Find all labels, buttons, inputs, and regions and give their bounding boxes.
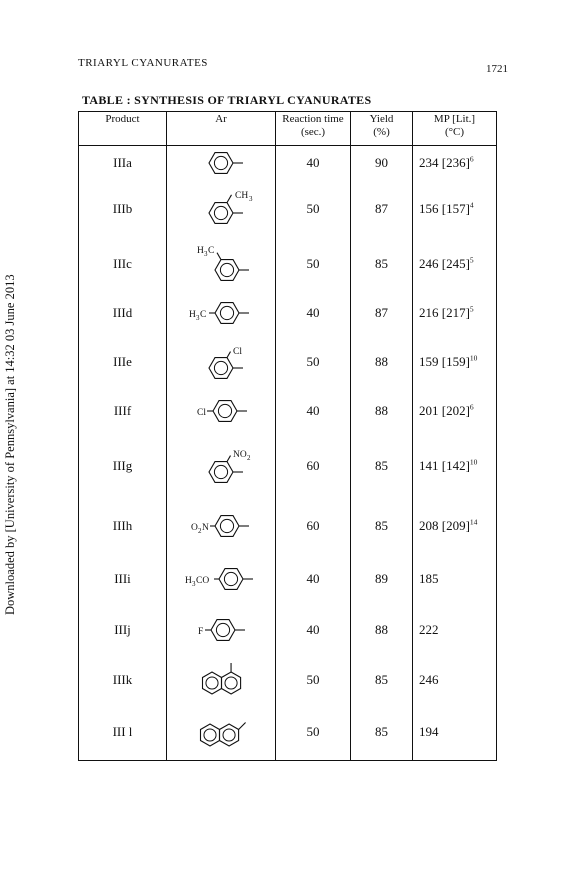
- reference-number: 14: [469, 517, 478, 527]
- table-row: [79, 656, 497, 704]
- table-row: [79, 498, 497, 554]
- reference-number: 10: [469, 457, 478, 467]
- reference-number: 10: [469, 353, 478, 363]
- svg-text:3: 3: [249, 195, 253, 203]
- svg-text:3: 3: [204, 250, 208, 258]
- time-cell: 40: [276, 554, 351, 604]
- col-header-mp: MP [Lit.] (°C): [413, 112, 497, 146]
- ar-cell: [167, 656, 276, 704]
- svg-text:C: C: [200, 310, 207, 320]
- ar-structure-1-naphthyl: [167, 656, 275, 704]
- reference-number: 6: [469, 154, 474, 164]
- table-title: TABLE : SYNTHESIS OF TRIARYL CYANURATES: [82, 93, 372, 107]
- ar-structure-2-chlorophenyl: [167, 336, 275, 388]
- table-row: [79, 434, 497, 498]
- col-header-product: Product: [79, 112, 167, 146]
- mp-literature: [209]: [441, 518, 470, 533]
- time-cell: 50: [276, 336, 351, 388]
- mp-value: 185: [419, 571, 439, 586]
- svg-text:H: H: [185, 576, 192, 586]
- mp-cell: [413, 336, 497, 388]
- time-cell: 50: [276, 238, 351, 290]
- mp-value: 159: [419, 354, 439, 369]
- mp-literature: [217]: [441, 305, 470, 320]
- svg-text:3: 3: [196, 314, 200, 322]
- header-row: [79, 112, 497, 146]
- mp-value: 234: [419, 155, 439, 170]
- yield-cell: 85: [351, 434, 413, 498]
- time-cell: 40: [276, 388, 351, 434]
- mp-literature: [236]: [441, 155, 470, 170]
- product-cell: IIIf: [79, 388, 167, 434]
- time-cell: 60: [276, 498, 351, 554]
- reference-number: 4: [469, 200, 474, 210]
- ar-structure-4-chlorophenyl: [167, 388, 275, 434]
- page-number: 1721: [486, 63, 508, 75]
- mp-cell: [413, 656, 497, 704]
- yield-cell: 89: [351, 554, 413, 604]
- svg-text:3: 3: [192, 580, 196, 588]
- svg-text:CH: CH: [235, 191, 249, 201]
- ar-cell: [167, 180, 276, 238]
- mp-value: 208: [419, 518, 439, 533]
- svg-text:H: H: [197, 246, 204, 256]
- reference-number: 5: [469, 304, 474, 314]
- mp-literature: [202]: [441, 403, 470, 418]
- mp-cell: [413, 146, 497, 181]
- yield-cell: 88: [351, 604, 413, 656]
- mp-value: 156: [419, 201, 439, 216]
- ar-cell: [167, 146, 276, 181]
- yield-cell: 87: [351, 180, 413, 238]
- yield-cell: 88: [351, 336, 413, 388]
- yield-cell: 85: [351, 656, 413, 704]
- ar-cell: [167, 604, 276, 656]
- ar-structure-phenyl: [167, 146, 275, 180]
- svg-text:O: O: [191, 523, 198, 533]
- reference-number: 6: [469, 402, 474, 412]
- time-cell: 40: [276, 290, 351, 336]
- yield-cell: 90: [351, 146, 413, 181]
- ar-structure-2-naphthyl: [167, 704, 275, 760]
- time-cell: 40: [276, 604, 351, 656]
- table-row: [79, 704, 497, 761]
- mp-literature: [245]: [441, 256, 470, 271]
- product-cell: IIId: [79, 290, 167, 336]
- mp-cell: [413, 554, 497, 604]
- ar-cell: [167, 498, 276, 554]
- table-row: [79, 180, 497, 238]
- download-notice: [0, 0, 26, 864]
- yield-cell: 87: [351, 290, 413, 336]
- product-cell: IIIj: [79, 604, 167, 656]
- mp-cell: [413, 290, 497, 336]
- table-row: [79, 604, 497, 656]
- table-row: [79, 238, 497, 290]
- ar-cell: [167, 704, 276, 761]
- svg-text:N: N: [202, 523, 209, 533]
- mp-cell: [413, 388, 497, 434]
- product-cell: IIIh: [79, 498, 167, 554]
- col-header-time: Reaction time (sec.): [276, 112, 351, 146]
- product-cell: IIIa: [79, 146, 167, 181]
- ar-structure-3-methylphenyl: [167, 238, 275, 290]
- product-cell: IIIg: [79, 434, 167, 498]
- product-cell: IIIi: [79, 554, 167, 604]
- table-row: [79, 146, 497, 181]
- table-row: [79, 290, 497, 336]
- time-cell: 50: [276, 704, 351, 761]
- time-cell: 60: [276, 434, 351, 498]
- svg-text:Cl: Cl: [197, 408, 206, 418]
- time-cell: 50: [276, 180, 351, 238]
- mp-cell: [413, 238, 497, 290]
- svg-text:Cl: Cl: [233, 347, 242, 357]
- mp-value: 246: [419, 256, 439, 271]
- mp-cell: [413, 498, 497, 554]
- svg-text:H: H: [189, 310, 196, 320]
- svg-text:2: 2: [247, 454, 251, 462]
- yield-cell: 85: [351, 238, 413, 290]
- yield-cell: 88: [351, 388, 413, 434]
- running-head: TRIARYL CYANURATES: [78, 57, 208, 69]
- yield-cell: 85: [351, 498, 413, 554]
- ar-cell: [167, 290, 276, 336]
- ar-structure-4-methoxyphenyl: [167, 554, 275, 604]
- col-header-yield: Yield (%): [351, 112, 413, 146]
- product-cell: III l: [79, 704, 167, 761]
- svg-text:C: C: [208, 246, 215, 256]
- svg-text:NO: NO: [233, 450, 247, 460]
- ar-cell: [167, 336, 276, 388]
- table-row: [79, 388, 497, 434]
- product-cell: IIIe: [79, 336, 167, 388]
- mp-value: 222: [419, 622, 439, 637]
- mp-cell: [413, 434, 497, 498]
- mp-value: 246: [419, 672, 439, 687]
- cyanurate-table: [78, 111, 497, 761]
- ar-structure-2-methylphenyl: [167, 180, 275, 238]
- ar-structure-2-nitrophenyl: [167, 434, 275, 498]
- reference-number: 5: [469, 255, 474, 265]
- product-cell: IIIk: [79, 656, 167, 704]
- download-notice-text: Downloaded by [University of Pennsylvania] at 14:32 03 June 2013: [3, 274, 17, 615]
- ar-cell: [167, 388, 276, 434]
- ar-structure-4-fluorophenyl: [167, 604, 275, 656]
- mp-value: 141: [419, 458, 439, 473]
- mp-cell: [413, 180, 497, 238]
- mp-value: 194: [419, 724, 439, 739]
- mp-literature: [142]: [441, 458, 470, 473]
- mp-value: 216: [419, 305, 439, 320]
- ar-cell: [167, 434, 276, 498]
- ar-structure-4-methylphenyl: [167, 290, 275, 336]
- ar-structure-4-nitrophenyl: [167, 498, 275, 554]
- table-row: [79, 554, 497, 604]
- product-cell: IIIc: [79, 238, 167, 290]
- time-cell: 50: [276, 656, 351, 704]
- ar-cell: [167, 238, 276, 290]
- svg-text:F: F: [198, 627, 204, 637]
- product-cell: IIIb: [79, 180, 167, 238]
- mp-literature: [157]: [441, 201, 470, 216]
- yield-cell: 85: [351, 704, 413, 761]
- mp-cell: [413, 704, 497, 761]
- svg-text:2: 2: [198, 527, 202, 535]
- svg-text:CO: CO: [196, 576, 210, 586]
- col-header-ar: Ar: [167, 112, 276, 146]
- mp-value: 201: [419, 403, 439, 418]
- mp-literature: [159]: [441, 354, 470, 369]
- ar-cell: [167, 554, 276, 604]
- time-cell: 40: [276, 146, 351, 181]
- table-row: [79, 336, 497, 388]
- mp-cell: [413, 604, 497, 656]
